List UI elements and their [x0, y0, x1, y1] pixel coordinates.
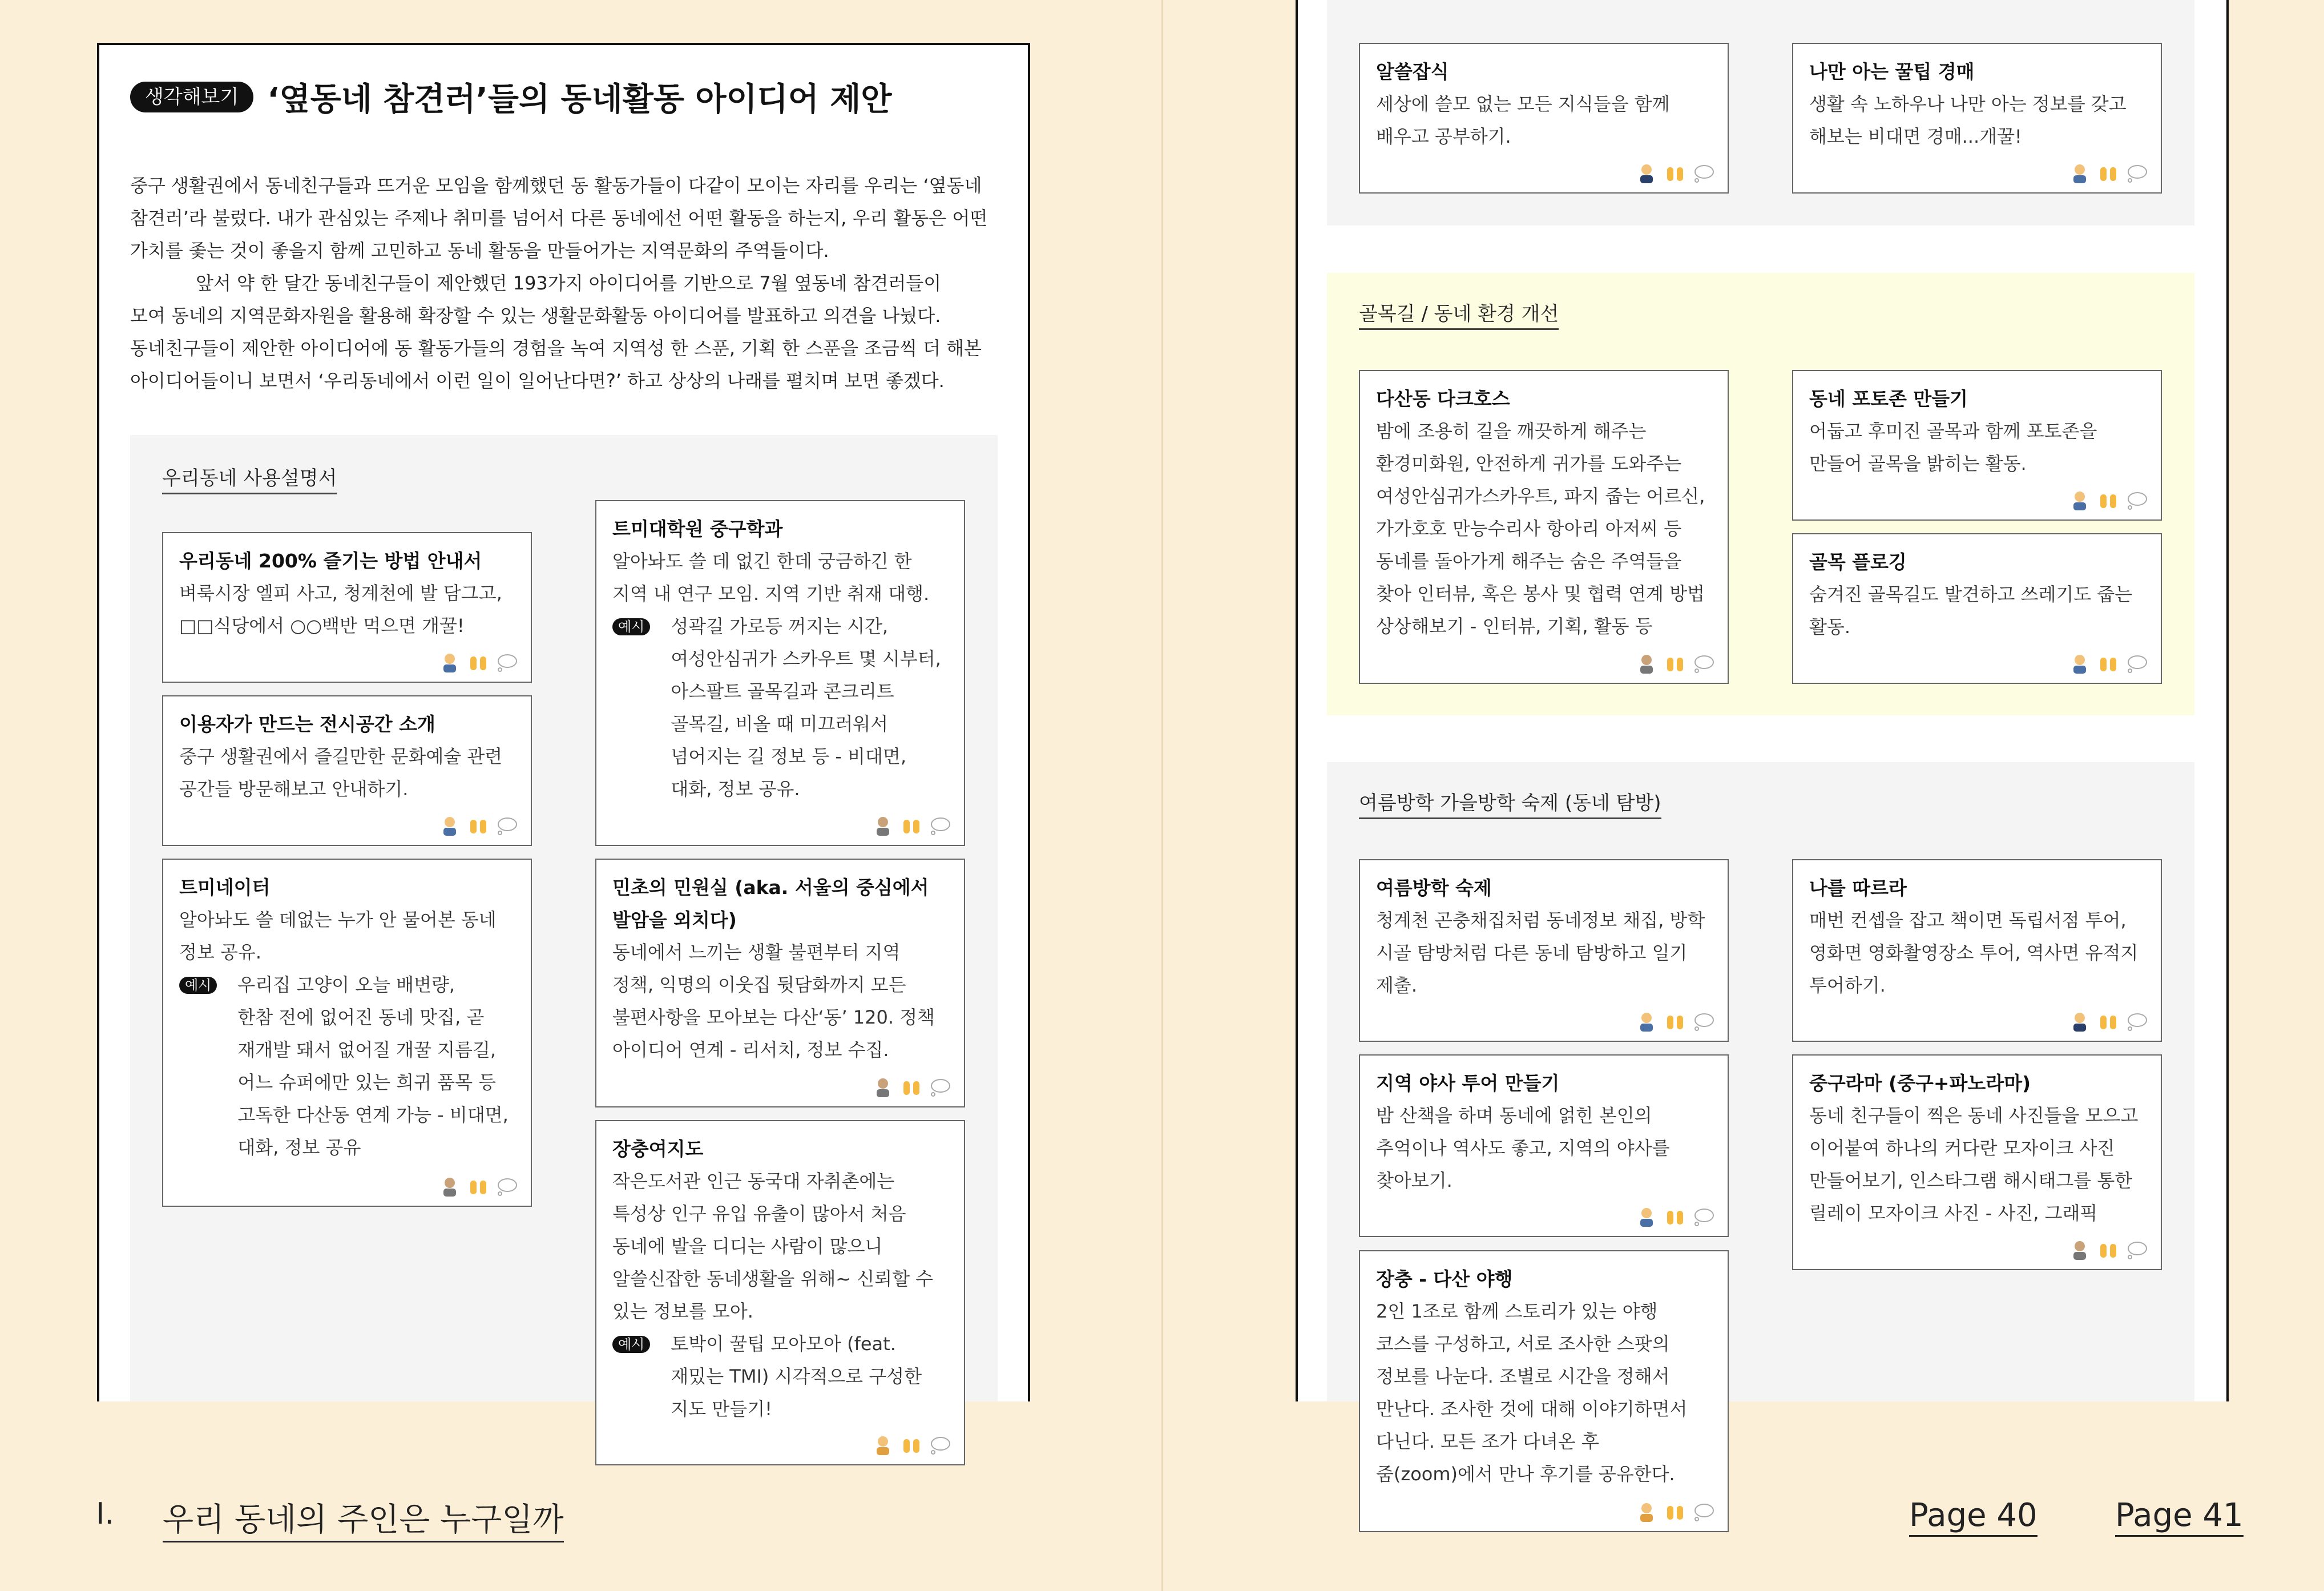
raised-hands-icon: [1664, 1500, 1686, 1523]
card-desc: 청계천 곤충채집처럼 동네정보 채집, 방학: [1376, 909, 1705, 931]
card-desc: 알아놔도 쓸 데 없긴 한데 궁금하긴 한: [612, 550, 912, 572]
speech-bubble-icon: [495, 814, 518, 837]
idea-card: [1359, 859, 1729, 1042]
intro-line: 앞서 약 한 달간 동네친구들이 제안했던 193가지 아이디어를 기반으로 7월 옆동네 참견러들이: [196, 272, 942, 294]
card-title: 트미네이터: [179, 876, 271, 899]
card-title: 장충여지도: [612, 1138, 704, 1160]
card-title: 알쓸잡식: [1376, 61, 1449, 83]
card-desc: 해보는 비대면 경매...개꿀!: [1809, 126, 2022, 147]
example-block: [612, 1328, 948, 1425]
idea-card: [1359, 1250, 1729, 1532]
reaction-icons: [1635, 162, 1715, 184]
card-desc: 벼룩시장 엘피 사고, 청계천에 발 담그고,: [179, 582, 502, 604]
raised-hands-icon: [2097, 652, 2120, 675]
card-desc: 매번 컨셉을 잡고 책이면 독립서점 투어,: [1809, 909, 2127, 931]
example-line: 한참 전에 없어진 동네 맛집, 곧: [237, 1006, 485, 1028]
person-icon: [1635, 162, 1658, 184]
example-badge: 예시: [612, 618, 650, 635]
reaction-icons: [1635, 1500, 1715, 1523]
speech-bubble-icon: [1692, 162, 1715, 184]
card-title: 여름방학 숙제: [1376, 877, 1492, 899]
section-title: 여름방학 가을방학 숙제 (동네 탐방): [1359, 787, 1661, 819]
card-desc: 숨겨진 골목길도 발견하고 쓰레기도 줍는: [1809, 583, 2133, 605]
speech-bubble-icon: [1692, 652, 1715, 675]
intro-line: 동네친구들이 제안한 아이디어에 동 활동가들의 경험을 녹여 지역성 한 스푼, 기획 한 스푼을 조금씩 더 해본: [130, 337, 982, 359]
idea-card: [595, 1120, 965, 1465]
card-title: 지역 야사 투어 만들기: [1376, 1072, 1560, 1094]
raised-hands-icon: [1664, 1010, 1686, 1033]
idea-card: [595, 859, 965, 1107]
card-title: 다산동 다크호스: [1376, 388, 1510, 410]
idea-card: [595, 500, 965, 846]
person-icon: [1635, 1500, 1658, 1523]
card-desc: 가가호호 만능수리사 항아리 아저씨 등: [1376, 518, 1682, 539]
example-line: 재밌는 TMI) 시각적으로 구성한: [671, 1366, 922, 1387]
card-desc: 만들어 골목을 밝히는 활동.: [1809, 453, 2027, 474]
person-icon: [438, 814, 461, 837]
example-text: [671, 1328, 922, 1425]
card-desc: 상상해보기 - 인터뷰, 기획, 활동 등: [1376, 615, 1653, 637]
section-knowledge: [1327, 0, 2194, 225]
reaction-icons: [872, 1076, 951, 1098]
speech-bubble-icon: [929, 814, 951, 837]
reaction-icons: [2068, 489, 2148, 511]
raised-hands-icon: [467, 814, 490, 837]
speech-bubble-icon: [2125, 489, 2148, 511]
example-line: 우리집 고양이 오늘 배변량,: [237, 974, 455, 996]
idea-card: [1792, 1054, 2162, 1270]
intro-line: 아이디어들이니 보면서 ‘우리동네에서 이런 일이 일어난다면?’ 하고 상상의 나래를 펼치며 보면 좋겠다.: [130, 370, 945, 392]
raised-hands-icon: [1664, 652, 1686, 675]
speech-bubble-icon: [929, 1433, 951, 1456]
card-desc: 이어붙여 하나의 커다란 모자이크 사진: [1809, 1137, 2115, 1159]
page-number-right-wrap: [2115, 1497, 2244, 1534]
reaction-icons: [872, 814, 951, 837]
example-block: [612, 610, 948, 805]
speech-bubble-icon: [2125, 1010, 2148, 1033]
speech-bubble-icon: [495, 651, 518, 674]
idea-card: [1359, 43, 1729, 194]
card-desc: 배우고 공부하기.: [1376, 126, 1511, 147]
example-text: [671, 610, 941, 805]
card-title: 동네 포토존 만들기: [1809, 388, 1968, 410]
reaction-icons: [438, 651, 518, 674]
chapter-title-wrap: [163, 1495, 564, 1540]
example-badge: 예시: [179, 977, 217, 994]
example-line: 여성안심귀가 스카우트 몇 시부터,: [671, 648, 941, 670]
person-icon: [2068, 1010, 2091, 1033]
card-desc: 투어하기.: [1809, 974, 1886, 996]
card-desc: 코스를 구성하고, 서로 조사한 스팟의: [1376, 1333, 1670, 1355]
card-desc: 정보를 나눈다. 조별로 시간을 정해서: [1376, 1366, 1670, 1387]
example-line: 골목길, 비올 때 미끄러워서: [671, 713, 889, 735]
page-title: ‘옆동네 참견러’들의 동네활동 아이디어 제안: [267, 81, 892, 118]
card-desc: 특성상 인구 유입 유출이 많아서 처음: [612, 1203, 906, 1225]
reaction-icons: [1635, 1010, 1715, 1033]
idea-card: [1792, 859, 2162, 1042]
card-desc: 줌(zoom)에서 만나 후기를 공유한다.: [1376, 1463, 1675, 1485]
idea-card: [1792, 370, 2162, 521]
intro-line: 참견러’라 불렀다. 내가 관심있는 주제나 취미를 넘어서 다른 동네에선 어떤 활동을 하는지, 우리 활동은 어떤: [130, 207, 988, 229]
card-desc: 동네 친구들이 찍은 동네 사진들을 모으고: [1809, 1105, 2139, 1126]
idea-card: [1792, 43, 2162, 194]
card-desc: 만난다. 조사한 것에 대해 이야기하면서: [1376, 1398, 1688, 1420]
card-desc: 생활 속 노하우나 나만 아는 정보를 갖고: [1809, 93, 2127, 115]
card-desc: 동네를 돌아가게 해주는 숨은 주역들을: [1376, 550, 1682, 572]
card-desc: 공간들 방문해보고 안내하기.: [179, 778, 409, 800]
intro-line: 중구 생활권에서 동네친구들과 뜨거운 모임을 함께했던 동 활동가들이 다같이 모이는 자리를 우리는 ‘옆동네: [130, 175, 982, 196]
reaction-icons: [872, 1433, 951, 1456]
example-line: 지도 만들기!: [671, 1398, 772, 1420]
idea-card: [162, 695, 532, 846]
card-desc: 찾아 인터뷰, 혹은 봉사 및 협력 연계 방법: [1376, 583, 1705, 605]
example-line: 고독한 다산동 연계 가능 - 비대면,: [237, 1104, 509, 1126]
raised-hands-icon: [900, 1076, 923, 1098]
card-desc: 알아놔도 쓸 데없는 누가 안 물어본 동네: [179, 909, 497, 931]
example-line: 성곽길 가로등 꺼지는 시간,: [671, 615, 889, 637]
card-desc: 중구 생활권에서 즐길만한 문화예술 관련: [179, 746, 503, 767]
raised-hands-icon: [900, 814, 923, 837]
page-number-left-wrap: [1909, 1497, 2037, 1534]
example-text: [237, 969, 508, 1164]
intro-line: 가치를 좇는 것이 좋을지 함께 고민하고 동네 활동을 만들어가는 지역문화의 주역들이다.: [130, 240, 829, 261]
section-title: 골목길 / 동네 환경 개선: [1359, 298, 1559, 330]
card-desc: 정책, 익명의 이웃집 뒷담화까지 모든: [612, 974, 906, 996]
speech-bubble-icon: [2125, 1238, 2148, 1261]
person-icon: [2068, 1238, 2091, 1261]
example-line: 아스팔트 골목길과 콘크리트: [671, 680, 894, 702]
card-title: 우리동네 200% 즐기는 방법 안내서: [179, 550, 482, 572]
card-desc: 활동.: [1809, 616, 1850, 638]
left-header: [130, 74, 892, 120]
card-desc: 어둡고 후미진 골목과 함께 포토존을: [1809, 420, 2097, 442]
card-desc: 시골 탐방처럼 다른 동네 탐방하고 일기: [1376, 942, 1688, 964]
idea-card: [162, 859, 532, 1207]
card-desc: 밤에 조용히 길을 깨끗하게 해주는: [1376, 420, 1647, 442]
card-desc: 만들어보기, 인스타그램 해시태그를 통한: [1809, 1170, 2133, 1191]
reaction-icons: [2068, 652, 2148, 675]
person-icon: [872, 1433, 894, 1456]
intro-paragraph: [130, 170, 998, 397]
card-desc: 아이디어 연계 - 리서치, 정보 수집.: [612, 1039, 889, 1061]
card-title: 민초의 민원실 (aka. 서울의 중심에서: [612, 876, 929, 899]
reaction-icons: [438, 1175, 518, 1198]
card-desc: 지역 내 연구 모임. 지역 기반 취재 대행.: [612, 583, 930, 605]
page-number-40: Page 40: [1909, 1497, 2037, 1537]
example-block: [179, 969, 515, 1164]
person-icon: [438, 1175, 461, 1198]
idea-card: [1359, 1054, 1729, 1237]
reaction-icons: [1635, 652, 1715, 675]
person-icon: [2068, 162, 2091, 184]
intro-line: 모여 동네의 지역문화자원을 활용해 확장할 수 있는 생활문화활동 아이디어를 발표하고 의견을 나눴다.: [130, 305, 941, 327]
card-desc: 동네에 발을 디디는 사람이 많으니: [612, 1235, 883, 1257]
example-line: 넘어지는 길 정보 등 - 비대면,: [671, 746, 906, 767]
card-desc: 세상에 쓸모 없는 모든 지식들을 함께: [1376, 93, 1670, 115]
card-desc: 환경미화원, 안전하게 귀가를 도와주는: [1376, 453, 1682, 474]
idea-card: [1792, 533, 2162, 684]
raised-hands-icon: [467, 1175, 490, 1198]
speech-bubble-icon: [1692, 1205, 1715, 1228]
raised-hands-icon: [2097, 162, 2120, 184]
person-icon: [1635, 652, 1658, 675]
example-line: 어느 슈퍼에만 있는 희귀 품목 등: [237, 1072, 497, 1093]
raised-hands-icon: [467, 651, 490, 674]
speech-bubble-icon: [2125, 162, 2148, 184]
card-title: 발암을 외치다): [612, 909, 737, 931]
raised-hands-icon: [1664, 162, 1686, 184]
card-desc: 밤 산책을 하며 동네에 얽힌 본인의: [1376, 1105, 1652, 1126]
card-title: 나만 아는 꿀팁 경매: [1809, 61, 1975, 83]
card-desc: 영화면 영화촬영장소 투어, 역사면 유적지: [1809, 942, 2139, 964]
card-desc: 동네에서 느끼는 생활 불편부터 지역: [612, 941, 901, 963]
reaction-icons: [1635, 1205, 1715, 1228]
chapter-number: I.: [96, 1497, 114, 1531]
card-desc: 정보 공유.: [179, 941, 261, 963]
idea-card: [1359, 370, 1729, 684]
card-desc: 다닌다. 모든 조가 다녀온 후: [1376, 1431, 1599, 1452]
example-line: 토박이 꿀팁 모아모아 (feat.: [671, 1333, 896, 1355]
section-alley-environment: [1327, 273, 2194, 715]
raised-hands-icon: [2097, 1010, 2120, 1033]
raised-hands-icon: [1664, 1205, 1686, 1228]
card-title: 장충 - 다산 야행: [1376, 1268, 1513, 1290]
card-desc: 작은도서관 인근 동국대 자취촌에는: [612, 1170, 895, 1192]
card-desc: 찾아보기.: [1376, 1170, 1452, 1191]
example-line: 대화, 정보 공유: [237, 1137, 361, 1158]
page-number-41: Page 41: [2115, 1497, 2244, 1537]
person-icon: [438, 651, 461, 674]
reaction-icons: [2068, 1238, 2148, 1261]
reaction-icons: [2068, 162, 2148, 184]
card-desc: 불편사항을 모아보는 다산‘동’ 120. 정책: [612, 1006, 935, 1028]
card-desc: 있는 정보를 모아.: [612, 1300, 753, 1322]
card-desc: 제출.: [1376, 974, 1417, 996]
card-desc: 2인 1조로 함께 스토리가 있는 야행: [1376, 1300, 1658, 1322]
example-line: 재개발 돼서 없어질 개꿀 지름길,: [237, 1039, 497, 1061]
card-desc: 릴레이 모자이크 사진 - 사진, 그래픽: [1809, 1202, 2098, 1224]
example-badge: 예시: [612, 1336, 650, 1353]
person-icon: [2068, 652, 2091, 675]
card-desc: 알쓸신잡한 동네생활을 위해~ 신뢰할 수: [612, 1268, 934, 1290]
person-icon: [872, 814, 894, 837]
card-title: 골목 플로깅: [1809, 551, 1907, 573]
card-title: 이용자가 만드는 전시공간 소개: [179, 713, 435, 735]
example-line: 대화, 정보 공유.: [671, 778, 800, 800]
card-title: 나를 따르라: [1809, 877, 1907, 899]
card-title: 중구라마 (중구+파노라마): [1809, 1072, 2031, 1094]
reaction-icons: [2068, 1010, 2148, 1033]
person-icon: [1635, 1205, 1658, 1228]
card-desc: 여성안심귀가스카우트, 파지 줍는 어르신,: [1376, 485, 1705, 507]
book-spine: [1161, 0, 1163, 1591]
card-desc: □□식당에서 ○○백반 먹으면 개꿀!: [179, 615, 465, 637]
raised-hands-icon: [900, 1433, 923, 1456]
speech-bubble-icon: [1692, 1500, 1715, 1523]
card-title: 트미대학원 중구학과: [612, 518, 783, 540]
person-icon: [1635, 1010, 1658, 1033]
speech-bubble-icon: [2125, 652, 2148, 675]
speech-bubble-icon: [495, 1175, 518, 1198]
person-icon: [872, 1076, 894, 1098]
card-desc: 추억이나 역사도 좋고, 지역의 야사를: [1376, 1137, 1670, 1159]
idea-card: [162, 532, 532, 683]
raised-hands-icon: [2097, 1238, 2120, 1261]
speech-bubble-icon: [1692, 1010, 1715, 1033]
chapter-title: 우리 동네의 주인은 누구일까: [163, 1501, 564, 1542]
tag-badge: 생각해보기: [130, 82, 253, 112]
reaction-icons: [438, 814, 518, 837]
section-title: 우리동네 사용설명서: [162, 462, 337, 494]
speech-bubble-icon: [929, 1076, 951, 1098]
person-icon: [2068, 489, 2091, 511]
raised-hands-icon: [2097, 489, 2120, 511]
